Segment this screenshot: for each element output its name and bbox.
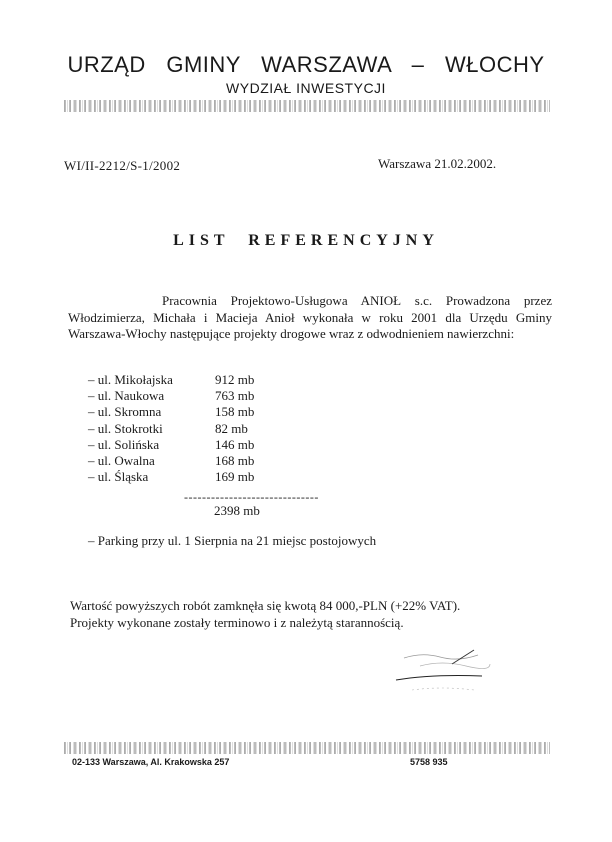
- list-item: [88, 469, 275, 485]
- cost-statement: Wartość powyższych robót zamknęła się kwotą 84 000,-PLN (+22% VAT).: [70, 598, 461, 613]
- list-item: [88, 404, 275, 420]
- parking-item: – Parking przy ul. 1 Sierpnia na 21 miejsc postojowych: [88, 533, 377, 548]
- street-length: 763 mb: [215, 388, 255, 404]
- document-date: Warszawa 21.02.2002.: [378, 156, 497, 171]
- list-item: [88, 372, 275, 388]
- street-name: – ul. Śląska: [88, 469, 149, 485]
- reference-number: WI/II-2212/S-1/2002: [64, 158, 181, 173]
- footer-divider: [64, 742, 550, 754]
- department-name: WYDZIAŁ INWESTYCJI: [226, 80, 386, 96]
- street-length: 912 mb: [215, 372, 255, 387]
- total-length: 2398 mb: [214, 503, 260, 518]
- list-item: [88, 388, 275, 404]
- footer-phone: 5758 935: [410, 757, 448, 767]
- street-name: – ul. Owalna: [88, 452, 155, 468]
- footer-address: 02-133 Warszawa, Al. Krakowska 257: [72, 757, 230, 767]
- street-length: 168 mb: [215, 452, 255, 468]
- document-title: LIST REFERENCYJNY: [173, 232, 439, 249]
- street-name: – ul. Mikołajska: [88, 372, 173, 387]
- body-paragraph: Pracownia Projektowo-Usługowa ANIOŁ s.c. Prowadzona przez Włodzimierza, Michała i Macieja Anioł wykonała w roku 2001 dla Urzędu Gminy Warszawa-Włochy następujące projekty drogowe wraz z odwodnieniem nawierzchni:: [68, 293, 552, 341]
- list-item: [88, 453, 275, 469]
- street-name: – ul. Stokrotki: [88, 420, 163, 436]
- street-name: – ul. Solińska: [88, 436, 160, 452]
- signature-stamp: [392, 648, 502, 698]
- office-name: URZĄD GMINY WARSZAWA – WŁOCHY: [67, 52, 545, 77]
- street-name: – ul. Skromna: [88, 404, 162, 420]
- street-list: [88, 372, 275, 485]
- list-item: [88, 421, 275, 437]
- sum-separator: ------------------------------: [184, 490, 319, 504]
- list-item: [88, 437, 275, 453]
- quality-statement: Projekty wykonane zostały terminowo i z należytą starannością.: [70, 615, 404, 630]
- street-name: – ul. Naukowa: [88, 388, 165, 404]
- street-length: 146 mb: [215, 436, 255, 452]
- street-length: 169 mb: [215, 469, 255, 485]
- street-length: 158 mb: [215, 404, 255, 420]
- header-divider: [64, 100, 550, 112]
- street-length: 82 mb: [215, 420, 248, 436]
